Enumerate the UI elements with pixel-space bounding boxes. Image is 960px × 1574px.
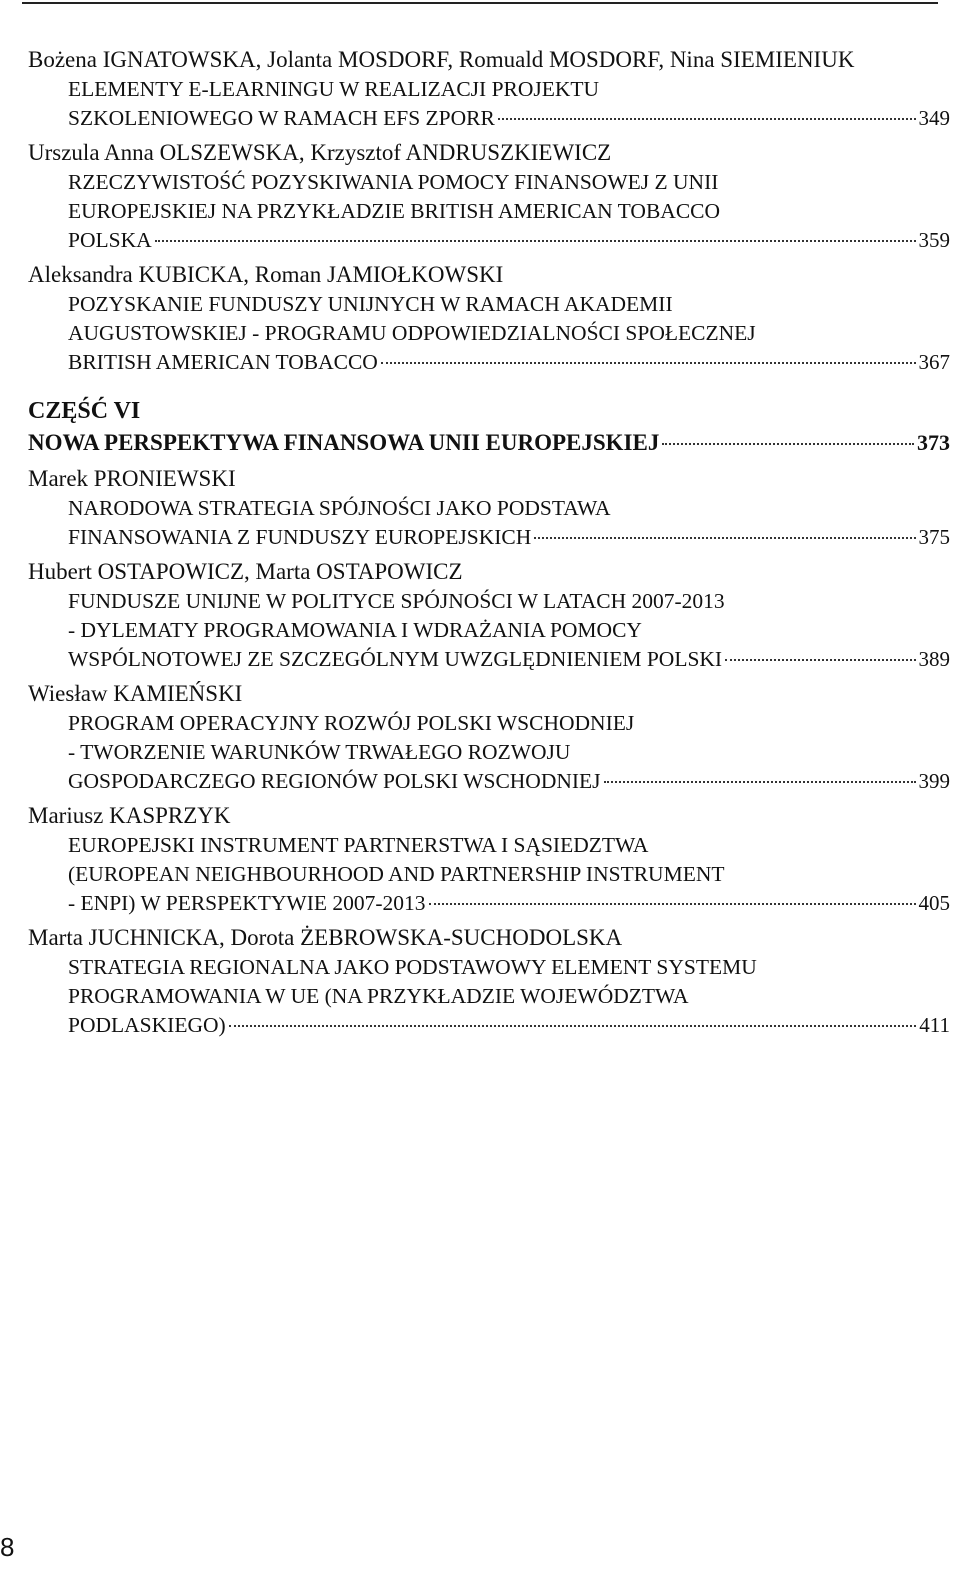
entry-title — [68, 953, 950, 1040]
entry-title-line: POZYSKANIE FUNDUSZY UNIJNYCH W RAMACH AKADEMII — [68, 292, 673, 316]
toc-entry — [28, 463, 950, 552]
entry-title — [68, 587, 950, 674]
entry-page-number: 405 — [918, 891, 950, 915]
entry-title-line: NARODOWA STRATEGIA SPÓJNOŚCI JAKO PODSTAWA — [68, 496, 611, 520]
entry-title-last-line — [68, 523, 950, 552]
part-title-line — [28, 427, 950, 459]
dot-leader — [155, 240, 916, 242]
entry-title-last-line — [68, 226, 950, 255]
dot-leader — [725, 659, 915, 661]
entry-title-line: GOSPODARCZEGO REGIONÓW POLSKI WSCHODNIEJ — [68, 769, 601, 793]
dot-leader — [662, 443, 914, 445]
entry-title-line: PROGRAM OPERACYJNY ROZWÓJ POLSKI WSCHODNIEJ — [68, 711, 635, 735]
entry-title-line: AUGUSTOWSKIEJ - PROGRAMU ODPOWIEDZIALNOŚCI SPOŁECZNEJ — [68, 321, 756, 345]
entry-title-line: - ENPI) W PERSPEKTYWIE 2007-2013 — [68, 891, 426, 915]
entry-title-line: EUROPEJSKIEJ NA PRZYKŁADZIE BRITISH AMERICAN TOBACCO — [68, 199, 721, 223]
toc-entry — [28, 137, 950, 255]
entry-page-number: 367 — [918, 350, 950, 374]
toc-entry — [28, 44, 950, 133]
page-number: 8 — [0, 1532, 15, 1562]
entry-authors: Hubert OSTAPOWICZ, Marta OSTAPOWICZ — [28, 559, 463, 584]
entry-authors: Wiesław KAMIEŃSKI — [28, 681, 243, 706]
entry-title-line: WSPÓLNOTOWEJ ZE SZCZEGÓLNYM UWZGLĘDNIENIEM POLSKI — [68, 647, 723, 671]
entry-title-line: FUNDUSZE UNIJNE W POLITYCE SPÓJNOŚCI W LATACH 2007-2013 — [68, 589, 725, 613]
entry-title-last-line — [68, 889, 950, 918]
toc-entry — [28, 800, 950, 918]
entry-title-line: POLSKA — [68, 228, 152, 252]
table-of-contents — [28, 44, 950, 1044]
entry-authors: Aleksandra KUBICKA, Roman JAMIOŁKOWSKI — [28, 262, 504, 287]
entry-title-last-line — [68, 104, 950, 133]
entry-page-number: 399 — [918, 769, 950, 793]
entry-page-number: 375 — [918, 525, 950, 549]
toc-entry — [28, 259, 950, 377]
entry-title-line: PROGRAMOWANIA W UE (NA PRZYKŁADZIE WOJEWÓDZTWA — [68, 984, 689, 1008]
dot-leader — [381, 362, 916, 364]
part-page-number: 373 — [917, 430, 950, 455]
entry-title — [68, 831, 950, 918]
entry-authors: Marta JUCHNICKA, Dorota ŻEBROWSKA-SUCHODOLSKA — [28, 925, 623, 950]
entry-title-line: PODLASKIEGO) — [68, 1013, 226, 1037]
entry-page-number: 359 — [918, 228, 950, 252]
toc-entry — [28, 556, 950, 674]
dot-leader — [604, 781, 916, 783]
part-heading — [28, 395, 950, 459]
toc-entry — [28, 678, 950, 796]
dot-leader — [229, 1025, 917, 1027]
entry-page-number: 389 — [918, 647, 950, 671]
entry-title-line: ELEMENTY E-LEARNINGU W REALIZACJI PROJEKTU — [68, 77, 600, 101]
entry-title-last-line — [68, 645, 950, 674]
entry-title — [68, 75, 950, 133]
dot-leader — [429, 903, 916, 905]
entry-authors: Marek PRONIEWSKI — [28, 466, 236, 491]
toc-entry — [28, 922, 950, 1040]
dot-leader — [498, 118, 916, 120]
entry-authors: Bożena IGNATOWSKA, Jolanta MOSDORF, Romuald MOSDORF, Nina SIEMIENIUK — [28, 47, 855, 72]
entry-title-line: BRITISH AMERICAN TOBACCO — [68, 350, 378, 374]
entry-title-line: SZKOLENIOWEGO W RAMACH EFS ZPORR — [68, 106, 495, 130]
part-title: NOWA PERSPEKTYWA FINANSOWA UNII EUROPEJSKIEJ — [28, 430, 660, 455]
entry-title-line: FINANSOWANIA Z FUNDUSZY EUROPEJSKICH — [68, 525, 532, 549]
dot-leader — [534, 537, 915, 539]
entry-title-line: - DYLEMATY PROGRAMOWANIA I WDRAŻANIA POMOCY — [68, 618, 642, 642]
part-label: CZĘŚĆ VI — [28, 398, 141, 424]
entry-page-number: 349 — [918, 106, 950, 130]
entry-title-line: (EUROPEAN NEIGHBOURHOOD AND PARTNERSHIP INSTRUMENT — [68, 862, 725, 886]
entry-authors: Urszula Anna OLSZEWSKA, Krzysztof ANDRUSZKIEWICZ — [28, 140, 612, 165]
entry-title-last-line — [68, 1011, 950, 1040]
entry-title — [68, 494, 950, 552]
entry-title-last-line — [68, 348, 950, 377]
entry-title-line: RZECZYWISTOŚĆ POZYSKIWANIA POMOCY FINANSOWEJ Z UNII — [68, 170, 719, 194]
entry-title-line: STRATEGIA REGIONALNA JAKO PODSTAWOWY ELEMENT SYSTEMU — [68, 955, 757, 979]
entry-title — [68, 709, 950, 796]
entry-title — [68, 290, 950, 377]
top-rule — [22, 2, 938, 4]
entry-title-line: - TWORZENIE WARUNKÓW TRWAŁEGO ROZWOJU — [68, 740, 571, 764]
entry-title — [68, 168, 950, 255]
entry-page-number: 411 — [919, 1013, 950, 1037]
entry-authors: Mariusz KASPRZYK — [28, 803, 231, 828]
entry-title-line: EUROPEJSKI INSTRUMENT PARTNERSTWA I SĄSIEDZTWA — [68, 833, 649, 857]
entry-title-last-line — [68, 767, 950, 796]
